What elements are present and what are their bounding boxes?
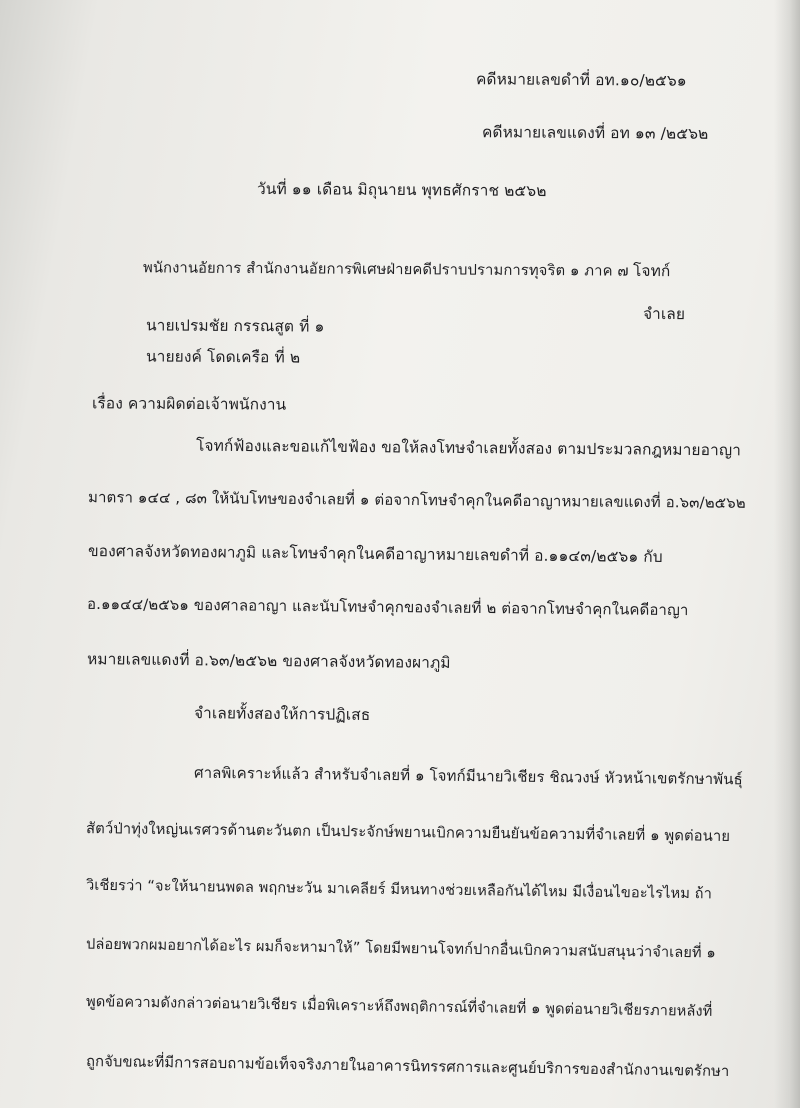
defendant-1: นายเปรมชัย กรรณสูต ที่ ๑ xyxy=(145,316,325,336)
judgment-date: วันที่ ๑๑ เดือน มิถุนายน พุทธศักราช ๒๕๖๒ xyxy=(256,179,547,201)
paper-edge-shadow xyxy=(774,0,800,1108)
black-case-number: คดีหมายเลขดำที่ อท.๑๐/๒๕๖๑ xyxy=(475,70,687,90)
body-line: มาตรา ๑๔๔ , ๘๓ ให้นับโทษของจำเลยที่ ๑ ต่อจากโทษจำคุกในคดีอาญาหมายเลขแดงที่ อ.๖๓/๒๕๖๒ xyxy=(87,488,746,512)
plaintiff-name: พนักงานอัยการ สำนักงานอัยการพิเศษฝ่ายคดีปราบปรามการทุจริต ๑ ภาค ๗ xyxy=(142,259,629,280)
body-line: อ.๑๑๔๔/๒๕๖๑ ของศาลอาญา และนับโทษจำคุกของจำเลยที่ ๒ ต่อจากโทษจำคุกในคดีอาญา xyxy=(86,594,689,620)
red-case-number: คดีหมายเลขแดงที่ อท ๑๓ /๒๕๖๒ xyxy=(481,123,709,143)
body-line: พูดข้อความดังกล่าวต่อนายวิเชียร เมื่อพิเคราะห์ถึงพฤติการณ์ที่จำเลยที่ ๑ พูดต่อนายวิเชียรภายหลังที่ xyxy=(85,993,713,1020)
subject-line: เรื่อง ความผิดต่อเจ้าพนักงาน xyxy=(91,394,287,414)
body-line: โจทก์ฟ้องและขอแก้ไขฟ้อง ขอให้ลงโทษจำเลยทั้งสอง ตามประมวลกฎหมายอาญา xyxy=(195,436,742,460)
body-line: วิเชียรว่า “จะให้นายนพดล พฤกษะวัน มาเคลียร์ มีหนทางช่วยเหลือกันได้ไหม มีเงื่อนไขอะไรไหม ถ้า xyxy=(85,876,713,903)
body-line: ถูกจับขณะที่มีการสอบถามข้อเท็จจริงภายในอาคารนิทรรศการและศูนย์บริการของสำนักงานเขตรักษา xyxy=(85,1052,730,1081)
body-line: หมายเลขแดงที่ อ.๖๓/๒๕๖๒ ของศาลจังหวัดทองผาภูมิ xyxy=(86,650,451,672)
body-line: จำเลยทั้งสองให้การปฏิเสธ xyxy=(193,704,371,724)
body-line: ศาลพิเคราะห์แล้ว สำหรับจำเลยที่ ๑ โจทก์มีนายวิเชียร ชิณวงษ์ หัวหน้าเขตรักษาพันธุ์ xyxy=(193,763,743,789)
defendant-role: จำเลย xyxy=(642,304,686,324)
body-line: ของศาลจังหวัดทองผาภูมิ และโทษจำคุกในคดีอาญาหมายเลขดำที่ อ.๑๑๔๓/๒๕๖๑ กับ xyxy=(87,541,663,567)
plaintiff-role: โจทก์ xyxy=(632,261,671,281)
defendant-2: นายยงค์ โดดเครือ ที่ ๒ xyxy=(145,347,301,367)
body-line: สัตว์ป่าทุ่งใหญ่นเรศวรด้านตะวันตก เป็นประจักษ์พยานเบิกความยืนยันข้อความที่จำเลยที่ ๑ พูดต่อนาย xyxy=(85,820,731,845)
body-line: ปล่อยพวกผมอยากได้อะไร ผมก็จะหามาให้” โดยมีพยานโจทก์ปากอื่นเบิกความสนับสนุนว่าจำเลยที่ ๑ xyxy=(85,935,716,962)
